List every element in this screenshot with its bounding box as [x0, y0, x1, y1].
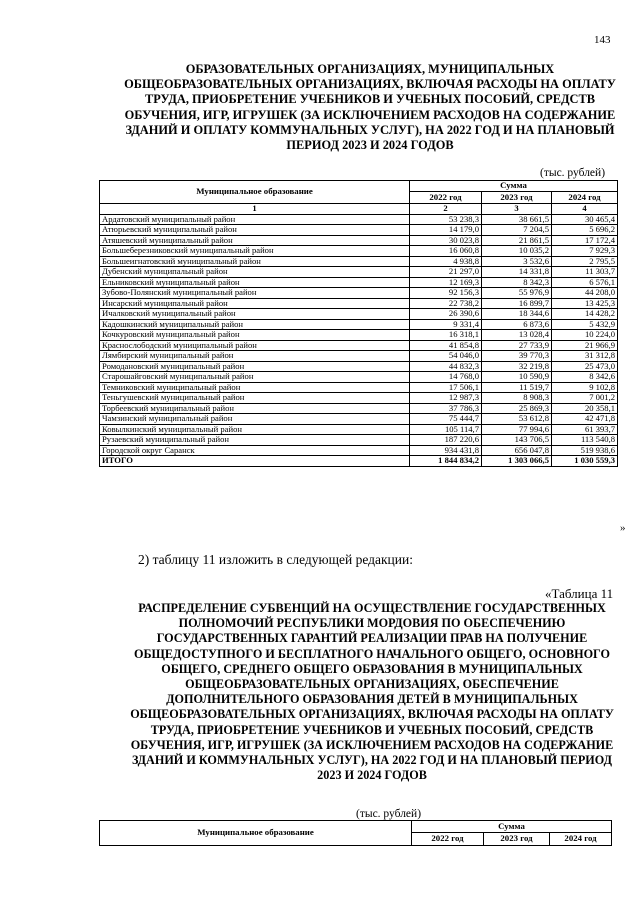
- value-2023: 8 908,3: [482, 393, 552, 404]
- value-2022: 12 987,3: [410, 393, 482, 404]
- value-2022: 16 318,1: [410, 330, 482, 341]
- header-sum: Сумма: [410, 181, 618, 192]
- municipality-name: Зубово-Полянский муниципальный район: [100, 288, 410, 299]
- value-2022: 12 169,3: [410, 277, 482, 288]
- total-2024: 1 030 559,3: [552, 456, 618, 467]
- value-2022: 4 938,8: [410, 256, 482, 267]
- municipality-name: Ардатовский муниципальный район: [100, 214, 410, 225]
- value-2023: 13 028,4: [482, 330, 552, 341]
- header-year-2023: 2023 год: [484, 833, 550, 846]
- value-2022: 53 238,3: [410, 214, 482, 225]
- table-row: [100, 277, 618, 288]
- table-row: [100, 382, 618, 393]
- municipality-name: Краснослободский муниципальный район: [100, 340, 410, 351]
- header-sum: Сумма: [412, 821, 612, 833]
- table-row: [100, 414, 618, 425]
- table-row: [100, 393, 618, 404]
- total-row: [100, 456, 618, 467]
- municipality-name: Городской округ Саранск: [100, 445, 410, 456]
- value-2024: 5 432,9: [552, 319, 618, 330]
- header-year-2024: 2024 год: [550, 833, 612, 846]
- unit-label: (тыс. рублей): [540, 167, 606, 179]
- value-2024: 25 473,0: [552, 361, 618, 372]
- subvention-table-2: [99, 820, 612, 846]
- municipality-name: Теньгушевский муниципальный район: [100, 393, 410, 404]
- table-row: [100, 235, 618, 246]
- municipality-name: Большеигнатовский муниципальный район: [100, 256, 410, 267]
- table-reference: «Таблица 11: [545, 586, 614, 601]
- value-2023: 8 342,3: [482, 277, 552, 288]
- municipality-name: Ромодановский муниципальный район: [100, 361, 410, 372]
- column-number: 1: [100, 204, 410, 215]
- table-row: [100, 309, 618, 320]
- value-2022: 16 060,8: [410, 246, 482, 257]
- municipality-name: Торбеевский муниципальный район: [100, 403, 410, 414]
- value-2022: 54 046,0: [410, 351, 482, 362]
- municipality-name: Темниковский муниципальный район: [100, 382, 410, 393]
- value-2023: 25 869,3: [482, 403, 552, 414]
- value-2024: 7 001,2: [552, 393, 618, 404]
- value-2022: 17 506,1: [410, 382, 482, 393]
- municipality-name: Лямбирский муниципальный район: [100, 351, 410, 362]
- value-2022: 22 738,2: [410, 298, 482, 309]
- value-2022: 934 431,8: [410, 445, 482, 456]
- value-2022: 14 768,0: [410, 372, 482, 383]
- subvention-table: [99, 180, 618, 467]
- header-municipality: Муниципальное образование: [100, 181, 410, 204]
- page-number: 143: [594, 34, 611, 46]
- value-2024: 30 465,4: [552, 214, 618, 225]
- header-year-2022: 2022 год: [412, 833, 484, 846]
- value-2023: 38 661,5: [482, 214, 552, 225]
- value-2023: 16 899,7: [482, 298, 552, 309]
- table-row: [100, 340, 618, 351]
- value-2023: 21 861,5: [482, 235, 552, 246]
- value-2024: 8 342,6: [552, 372, 618, 383]
- value-2024: 9 102,8: [552, 382, 618, 393]
- header-year-2022: 2022 год: [410, 192, 482, 204]
- value-2022: 9 331,4: [410, 319, 482, 330]
- value-2022: 26 390,6: [410, 309, 482, 320]
- total-label: ИТОГО: [100, 456, 410, 467]
- table-row: [100, 267, 618, 278]
- table-10-heading: ОБРАЗОВАТЕЛЬНЫХ ОРГАНИЗАЦИЯХ, МУНИЦИПАЛЬНЫХ ОБЩЕОБРАЗОВАТЕЛЬНЫХ ОРГАНИЗАЦИЯХ, ВКЛЮЧАЯ РАСХОДЫ НА ОПЛАТУ ТРУДА, ПРИОБРЕТЕНИЕ УЧЕБНИКОВ И УЧЕБНЫХ ПОСОБИЙ, СРЕДСТВ ОБУЧЕНИЯ, ИГР, ИГРУШЕК (ЗА ИСКЛЮЧЕНИЕМ РАСХОДОВ НА СОДЕРЖАНИЕ ЗДАНИЙ И ОПЛАТУ КОММУНАЛЬНЫХ УСЛУГ), НА 2022 ГОД И НА ПЛАНОВЫЙ ПЕРИОД 2023 И 2024 ГОДОВ: [124, 62, 616, 153]
- value-2024: 42 471,8: [552, 414, 618, 425]
- municipality-name: Атяшевский муниципальный район: [100, 235, 410, 246]
- value-2022: 187 220,6: [410, 435, 482, 446]
- value-2023: 11 519,7: [482, 382, 552, 393]
- municipality-name: Ельниковский муниципальный район: [100, 277, 410, 288]
- table-11-heading: РАСПРЕДЕЛЕНИЕ СУБВЕНЦИЙ НА ОСУЩЕСТВЛЕНИЕ ГОСУДАРСТВЕННЫХ ПОЛНОМОЧИЙ РЕСПУБЛИКИ МОРДОВИЯ ПО ОБЕСПЕЧЕНИЮ ГОСУДАРСТВЕННЫХ ГАРАНТИЙ РЕАЛИЗАЦИИ ПРАВ НА ПОЛУЧЕНИЕ ОБЩЕДОСТУПНОГО И БЕСПЛАТНОГО НАЧАЛЬНОГО ОБЩЕГО, ОСНОВНОГО ОБЩЕГО, СРЕДНЕГО ОБЩЕГО ОБРАЗОВАНИЯ В МУНИЦИПАЛЬНЫХ ОБЩЕОБРАЗОВАТЕЛЬНЫХ ОРГАНИЗАЦИЯХ, ОБЕСПЕЧЕНИЕ ДОПОЛНИТЕЛЬНОГО ОБРАЗОВАНИЯ ДЕТЕЙ В МУНИЦИПАЛЬНЫХ ОБЩЕОБРАЗОВАТЕЛЬНЫХ ОРГАНИЗАЦИЯХ, ВКЛЮЧАЯ РАСХОДЫ НА ОПЛАТУ ТРУДА, ПРИОБРЕТЕНИЕ УЧЕБНИКОВ И УЧЕБНЫХ ПОСОБИЙ, СРЕДСТВ ОБУЧЕНИЯ, ИГР, ИГРУШЕК (ЗА ИСКЛЮЧЕНИЕМ РАСХОДОВ НА СОДЕРЖАНИЕ ЗДАНИЙ И КОММУНАЛЬНЫХ УСЛУГ), НА 2022 ГОД И НА ПЛАНОВЫЙ ПЕРИОД 2023 И 2024 ГОДОВ: [130, 601, 614, 783]
- municipality-name: Кадошкинский муниципальный район: [100, 319, 410, 330]
- value-2023: 3 532,6: [482, 256, 552, 267]
- value-2024: 5 696,2: [552, 225, 618, 236]
- table-row: [100, 246, 618, 257]
- value-2024: 13 425,3: [552, 298, 618, 309]
- value-2024: 61 393,7: [552, 424, 618, 435]
- value-2024: 44 208,0: [552, 288, 618, 299]
- table-row: [100, 424, 618, 435]
- table-row: [100, 445, 618, 456]
- column-number: 2: [410, 204, 482, 215]
- value-2023: 18 344,6: [482, 309, 552, 320]
- value-2024: 14 428,2: [552, 309, 618, 320]
- table-row: [100, 288, 618, 299]
- municipality-name: Рузаевский муниципальный район: [100, 435, 410, 446]
- municipality-name: Старошайговский муниципальный район: [100, 372, 410, 383]
- value-2023: 10 035,2: [482, 246, 552, 257]
- municipality-name: Атюрьевский муниципальный район: [100, 225, 410, 236]
- column-number: 4: [552, 204, 618, 215]
- value-2022: 41 854,8: [410, 340, 482, 351]
- closing-quote: »: [620, 522, 626, 534]
- value-2024: 21 966,9: [552, 340, 618, 351]
- table-row: [100, 225, 618, 236]
- table-row: [100, 256, 618, 267]
- table-row: [100, 361, 618, 372]
- value-2023: 53 612,8: [482, 414, 552, 425]
- header-municipality: Муниципальное образование: [100, 821, 412, 846]
- header-year-2023: 2023 год: [482, 192, 552, 204]
- value-2022: 92 156,3: [410, 288, 482, 299]
- table-body: [100, 214, 618, 456]
- value-2024: 519 938,6: [552, 445, 618, 456]
- table-row: [100, 372, 618, 383]
- table-row: [100, 351, 618, 362]
- municipality-name: Кочкуровский муниципальный район: [100, 330, 410, 341]
- value-2023: 10 590,9: [482, 372, 552, 383]
- value-2024: 17 172,4: [552, 235, 618, 246]
- municipality-name: Инсарский муниципальный район: [100, 298, 410, 309]
- table-row: [100, 319, 618, 330]
- value-2022: 37 786,3: [410, 403, 482, 414]
- value-2023: 39 770,3: [482, 351, 552, 362]
- municipality-name: Ковылкинский муниципальный район: [100, 424, 410, 435]
- table-row: [100, 403, 618, 414]
- value-2023: 32 219,8: [482, 361, 552, 372]
- value-2024: 10 224,0: [552, 330, 618, 341]
- value-2024: 11 303,7: [552, 267, 618, 278]
- value-2023: 14 331,8: [482, 267, 552, 278]
- header-year-2024: 2024 год: [552, 192, 618, 204]
- value-2024: 7 929,3: [552, 246, 618, 257]
- value-2024: 20 358,1: [552, 403, 618, 414]
- value-2022: 75 444,7: [410, 414, 482, 425]
- column-number: 3: [482, 204, 552, 215]
- value-2023: 143 706,5: [482, 435, 552, 446]
- total-2022: 1 844 834,2: [410, 456, 482, 467]
- value-2022: 30 023,8: [410, 235, 482, 246]
- value-2023: 6 873,6: [482, 319, 552, 330]
- municipality-name: Большеберезниковский муниципальный район: [100, 246, 410, 257]
- table-row: [100, 330, 618, 341]
- value-2024: 113 540,8: [552, 435, 618, 446]
- table-row: [100, 298, 618, 309]
- municipality-name: Чамзинский муниципальный район: [100, 414, 410, 425]
- municipality-name: Ичалковский муниципальный район: [100, 309, 410, 320]
- value-2023: 27 733,9: [482, 340, 552, 351]
- amendment-instruction: 2) таблицу 11 изложить в следующей редакции:: [138, 552, 413, 567]
- value-2024: 2 795,5: [552, 256, 618, 267]
- value-2024: 6 576,1: [552, 277, 618, 288]
- value-2023: 7 204,5: [482, 225, 552, 236]
- unit-label-2: (тыс. рублей): [356, 808, 422, 820]
- value-2024: 31 312,8: [552, 351, 618, 362]
- value-2022: 14 179,0: [410, 225, 482, 236]
- municipality-name: Дубенский муниципальный район: [100, 267, 410, 278]
- value-2023: 55 976,9: [482, 288, 552, 299]
- value-2022: 21 297,0: [410, 267, 482, 278]
- value-2023: 77 994,6: [482, 424, 552, 435]
- table-row: [100, 435, 618, 446]
- value-2023: 656 047,8: [482, 445, 552, 456]
- value-2022: 105 114,7: [410, 424, 482, 435]
- table-row: [100, 214, 618, 225]
- value-2022: 44 832,3: [410, 361, 482, 372]
- total-2023: 1 303 066,5: [482, 456, 552, 467]
